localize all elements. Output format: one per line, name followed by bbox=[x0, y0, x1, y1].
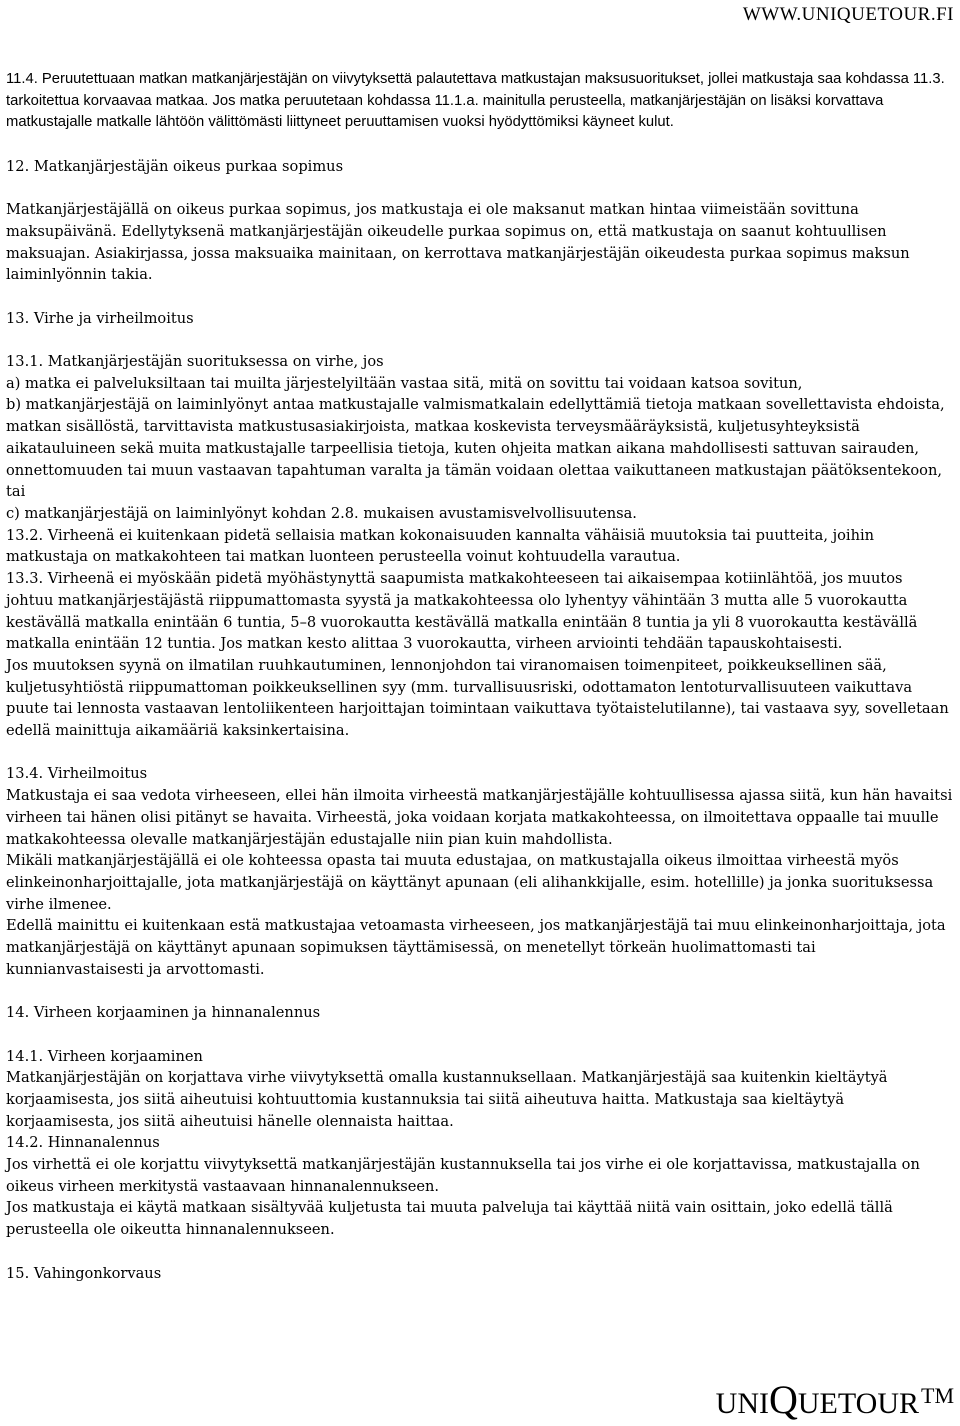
section-13-4-p1: Matkustaja ei saa vedota virheeseen, ellei hän ilmoita virheestä matkanjärjestäjälle kohtuullisessa ajassa siitä, kun hän havaitsi virheen tai hänen olisi pitänyt se havaita. Virheestä, joka voidaan korjata matkakohteessa, on ilmoitettava oppaalle tai muulle matkakohteessa olevalle matkanjärjestäjän edustajalle niin pian kuin mahdollista. bbox=[6, 787, 953, 848]
section-14-2-title: 14.2. Hinnanalennus bbox=[6, 1134, 160, 1152]
logo-text-uni: UNI bbox=[715, 1387, 769, 1420]
section-14-2-text: Jos virhettä ei ole korjattu viivytyksettä matkanjärjestäjän kustannuksella tai jos virhe ei ole korjattavissa, matkustajalla on oikeus virheen merkitystä vastaavaan hinnanalennukseen. bbox=[6, 1156, 920, 1195]
section-13-1-b: b) matkanjärjestäjä on laiminlyönyt antaa matkustajalle valmismatkalain edellyttämiä tietoja matkaan sovellettavista ehdoista, matkan sisällöstä, tarvittavista matkustusasiakirjoista, matkaa koskevista terveysmääräyksistä, kuljetusyhteyksistä aikatauluineen sekä muita matkustajalle tarpeellisia tietoja, kuten ohjeita matkan aikana mahdollisesti sattuvan sairauden, onnettomuuden tai muun vastaavan tapahtuman varalta ja tämän voidaan olettaa vaikuttaneen matkustajan päätöksentekoon, tai bbox=[6, 396, 945, 501]
section-12-heading: 12. Matkanjärjestäjän oikeus purkaa sopimus bbox=[6, 157, 344, 175]
section-13-4-p2: Mikäli matkanjärjestäjällä ei ole kohteessa opasta tai muuta edustajaa, on matkustajalla oikeus ilmoittaa virheestä myös elinkeinonharjoittajalle, jota matkanjärjestäjä on käyttänyt apunaan (eli alihankkijalle, esim. hotellille) ja jonka suorituksessa virhe ilmenee. bbox=[6, 852, 934, 913]
document-body bbox=[6, 69, 954, 1284]
section-13-3: 13.3. Virheenä ei myöskään pidetä myöhästynyttä saapumista matkakohteeseen tai aikaisempaa kotiinlähtöä, jos muutos johtuu matkanjärjestäjästä riippumattomasta syystä ja matkakohteessa olo lyhentyy vähintään 3 mutta alle 5 vuorokautta kestävällä matkalla enintään 6 tuntia, 5–8 vuorokautta kestävällä matkalla enintään 8 tuntia ja yli 8 vuorokautta kestävällä matkalla enintään 12 tuntia. Jos matkan kesto alittaa 3 vuorokautta, virheen arviointi tehdään tapauskohtaisesti. bbox=[6, 570, 918, 653]
section-14-heading: 14. Virheen korjaaminen ja hinnanalennus bbox=[6, 1004, 321, 1022]
section-13-2: 13.2. Virheenä ei kuitenkaan pidetä sellaisia matkan kokonaisuuden kannalta vähäisiä muutoksia tai puutteita, joihin matkustaja on matkakohteen tai matkan luonteen perusteella voinut kohtuudella varautua. bbox=[6, 526, 875, 566]
section-13-heading: 13. Virhe ja virheilmoitus bbox=[6, 309, 194, 327]
section-14-2-text-2: Jos matkustaja ei käytä matkaan sisältyvää kuljetusta tai muuta palveluja tai käyttää niitä vain osittain, joko edellä tällä perusteella ole oikeutta hinnanalennukseen. bbox=[6, 1199, 893, 1239]
uniquetour-logo bbox=[715, 1377, 954, 1422]
section-12-paragraph: Matkanjärjestäjällä on oikeus purkaa sopimus, jos matkustaja ei ole maksanut matkan hintaa viimeistään sovittuna maksupäivänä. Edellytyksenä matkanjärjestäjän oikeudelle purkaa sopimus on, että matkustaja on saanut kohtuullisen maksuajan. Asiakirjassa, jossa maksuaika mainitaan, on kerrottava matkanjärjestäjän oikeudesta purkaa sopimus maksun laiminlyönnin takia. bbox=[6, 201, 910, 284]
section-13-1-c: c) matkanjärjestäjä on laiminlyönyt kohdan 2.8. mukaisen avustamisvelvollisuutensa. bbox=[6, 505, 637, 522]
header-url: WWW.UNIQUETOUR.FI bbox=[742, 4, 954, 25]
section-14-1-text: Matkanjärjestäjän on korjattava virhe viivytyksettä omalla kustannuksellaan. Matkanjärjestäjä saa kuitenkin kieltäytyä korjaamisesta, jos siitä aiheutuisi kohtuuttomia kustannuksia tai siitä aiheutuva haitta. Matkustaja saa kieltäytyä korjaamisesta, jos siitä aiheutuisi hänelle olennaista haittaa. bbox=[6, 1069, 888, 1130]
section-13-4-p3: Edellä mainittu ei kuitenkaan estä matkustajaa vetoamasta virheeseen, jos matkanjärjestäjä tai muu elinkeinonharjoittaja, jota matkanjärjestäjä on käyttänyt apunaan sopimuksen täyttämisessä, on menetellyt törkeän huolimattomasti tai kunnianvastaisesti ja arvottomasti. bbox=[6, 917, 946, 978]
logo-trademark: TM bbox=[921, 1383, 954, 1408]
section-15-heading: 15. Vahingonkorvaus bbox=[6, 1264, 162, 1282]
logo-text-uetour: UETOUR bbox=[797, 1387, 919, 1420]
intro-paragraph: 11.4. Peruutettuaan matkan matkanjärjestäjän on viivytyksettä palautettava matkustajan maksusuoritukset, jollei matkustaja saa kohdassa 11.3. tarkoitettua korvaavaa matkaa. Jos matka peruutetaan kohdassa 11.1.a. mainitulla perusteella, matkanjärjestäjän on lisäksi korvattava matkustajalle matkalle lähtöön välittömästi liittyneet peruuttamisen vuoksi hyödyttömiksi käyneet kulut. bbox=[6, 71, 945, 131]
section-13-1-title: 13.1. Matkanjärjestäjän suorituksessa on virhe, jos bbox=[6, 353, 384, 371]
logo-text-q: Q bbox=[768, 1377, 798, 1422]
section-13-1-a: a) matka ei palveluksiltaan tai muilta järjestelyiltään vastaa sitä, mitä on sovittu tai voidaan katsoa sovitun, bbox=[6, 374, 803, 392]
section-13-3-continued: Jos muutoksen syynä on ilmatilan ruuhkautuminen, lennonjohdon tai viranomaisen toimenpiteet, poikkeuksellinen sää, kuljetusyhtiöstä riippumattoman poikkeuksellinen syy (mm. turvallisuusriski, odottamaton lentoturvallisuuteen vaikuttava puute tai lennosta vastaavan lentoliikenteen harjoittajan toimintaan vaikuttava työtaistelutilanne), tai vastaava syy, sovelletaan edellä mainittuja aikamääriä kaksinkertaisina. bbox=[6, 656, 949, 740]
section-14-1-title: 14.1. Virheen korjaaminen bbox=[6, 1047, 203, 1065]
section-13-4-title: 13.4. Virheilmoitus bbox=[6, 765, 148, 783]
